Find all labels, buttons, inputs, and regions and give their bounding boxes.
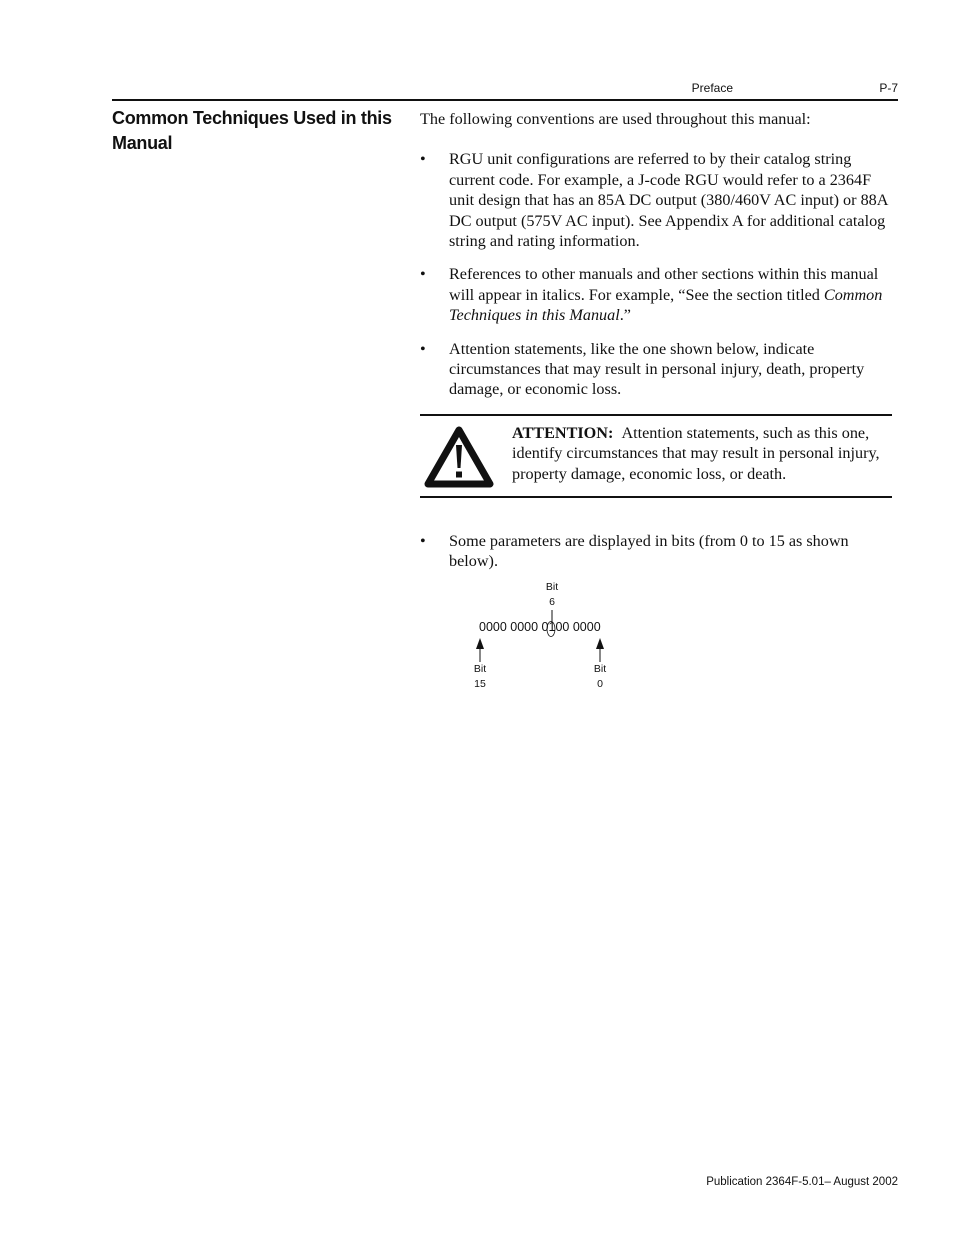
bullet-symbol: •: [420, 532, 426, 550]
list-item: [420, 339, 900, 400]
header-section-title: Preface: [691, 81, 733, 95]
bit-value-string: 0000 0000 0100 0000: [479, 620, 601, 634]
list-item-text-after: .”: [619, 306, 631, 325]
list-item-text: Attention statements, like the one shown below, indicate circumstances that may result in personal injury, death, property damage, or economic loss.: [449, 339, 865, 399]
list-item-text: [449, 265, 882, 324]
list-item: [420, 149, 900, 251]
attention-text: Attention statements, such as this one, identify circumstances that may result in personal injury, property damage, economic loss, or death.: [512, 424, 880, 483]
bullet-symbol: •: [420, 265, 426, 284]
italic-section-reference: Common Techniques in this Manual: [449, 285, 883, 325]
bit-6-number: 6: [549, 596, 555, 608]
list-item-text-before: References to other manuals and other sections within this manual will appear in italics. For example, “See the section titled: [449, 265, 879, 304]
section-heading: Common Techniques Used in this Manual: [112, 108, 392, 153]
bit-15-label: Bit: [473, 663, 487, 675]
bit-diagram: [465, 578, 625, 693]
list-item: [420, 531, 900, 572]
list-item-text: RGU unit configurations are referred to by their catalog string current code. For example, a J-code RGU would refer to a 2364F unit design that has an 85A DC output (380/460V AC input) or 88A DC output (575V AC input). See Appendix A for additional catalog string and rating information.: [449, 150, 888, 251]
intro-paragraph: The following conventions are used throughout this manual:: [420, 110, 811, 128]
bits-list: [420, 531, 900, 585]
warning-triangle-icon: [424, 424, 494, 490]
bit-0-number: 0: [597, 678, 603, 690]
attention-box: [420, 414, 892, 498]
bit-15-number: 15: [474, 678, 486, 690]
attention-statement: [512, 423, 892, 484]
body-column: [420, 109, 900, 413]
bullet-symbol: •: [420, 150, 426, 169]
bit-6-label: Bit: [545, 581, 559, 593]
publication-footer: Publication 2364F-5.01– August 2002: [706, 1176, 898, 1188]
attention-label: ATTENTION:: [512, 424, 614, 442]
bit-0-label: Bit: [593, 663, 607, 675]
list-item: [420, 264, 900, 325]
header-page-number: P-7: [879, 81, 898, 95]
header-rule: [112, 99, 898, 101]
running-header: [0, 81, 898, 97]
list-item-text: Some parameters are displayed in bits (from 0 to 15 as shown below).: [449, 532, 849, 571]
bullet-symbol: •: [420, 339, 426, 358]
